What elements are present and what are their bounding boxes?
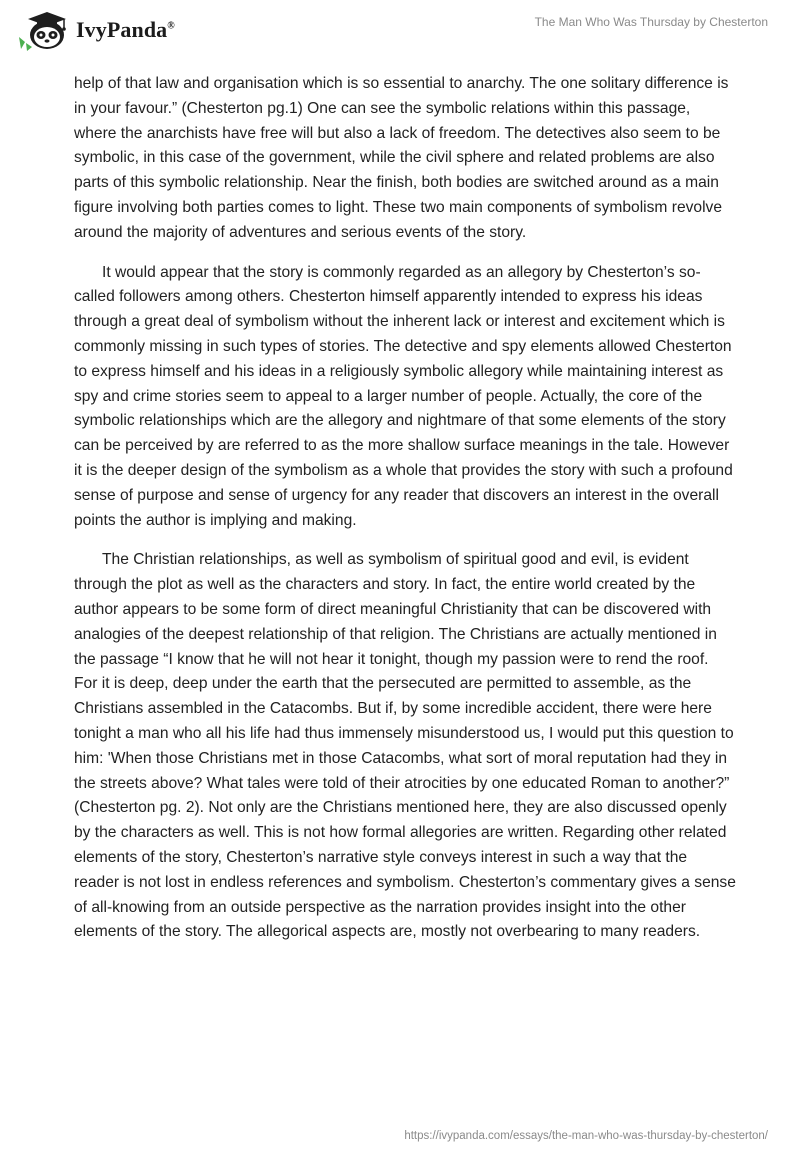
essay-body [74, 72, 736, 960]
document-title: The Man Who Was Thursday by Chesterton [534, 15, 768, 29]
essay-paragraph: The Christian relationships, as well as symbolism of spiritual good and evil, is evident through the plot as well as the characters and story. In fact, the entire world created by the author appears to be some form of direct meaningful Christianity that can be discovered with analogies of the deepest relationship of that religion. The Christians are actually mentioned in the passage “I know that he will not hear it tonight, though my passion were to rend the roof. For it is deep, deep under the earth that the persecuted are permitted to assemble, as the Christians assembled in the Catacombs. But if, by some incredible accident, there were here tonight a man who all his life had thus immensely misunderstood us, I would put this question to him: 'When those Christians met in those Catacombs, what sort of moral reputation had they in the streets above? What tales were told of their atrocities by one educated Roman to another?” (Chesterton pg. 2). Not only are the Christians mentioned here, they are also discussed openly by the characters as well. This is not how formal allegories are written. Regarding other related elements of the story, Chesterton’s narrative style conveys interest in such a way that the reader is not lost in endless references and symbolism. Chesterton’s commentary gives a sense of all-knowing from an outside perspective as the narration provides insight into the other elements of the story. The allegorical aspects are, mostly not overbearing to many readers. [74, 551, 736, 941]
brand-name-text: IvyPanda [76, 17, 168, 42]
source-url[interactable]: https://ivypanda.com/essays/the-man-who-was-thursday-by-chesterton/ [404, 1130, 768, 1142]
brand-registered-mark: ® [167, 20, 175, 32]
panda-graduation-cap-icon [16, 9, 72, 51]
brand-name [76, 17, 175, 43]
page-header [0, 0, 800, 70]
site-logo[interactable] [16, 9, 175, 51]
essay-paragraph: It would appear that the story is commonly regarded as an allegory by Chesterton’s so-called followers among others. Chesterton himself apparently intended to express his ideas through a great deal of symbolism without the inherent lack or interest and excitement which is commonly missing in such types of stories. The detective and spy elements allowed Chesterton to express himself and his ideas in a religiously symbolic allegory while maintaining interest as spy and crime stories seem to appeal to a larger number of people. Actually, the core of the symbolic relationships which are the allegory and nightmare of that some elements of the story can be perceived by are referred to as the more shallow surface meanings in the tale. However it is the deeper design of the symbolism as a whole that provides the story with such a profound sense of purpose and sense of urgency for any reader that discovers an interest in the overall points the author is implying and making. [74, 263, 733, 529]
essay-paragraph: help of that law and organisation which is so essential to anarchy. The one solitary difference is in your favour.” (Chesterton pg.1) One can see the symbolic relations within this passage, where the anarchists have free will but also a lack of freedom. The detectives also seem to be symbolic, in this case of the government, while the civil sphere and related problems are also parts of this symbolic relationship. Near the finish, both bodies are switched around as a main figure involving both parties comes to light. These two main components of symbolism revolve around the majority of adventures and serious events of the story. [74, 75, 729, 241]
